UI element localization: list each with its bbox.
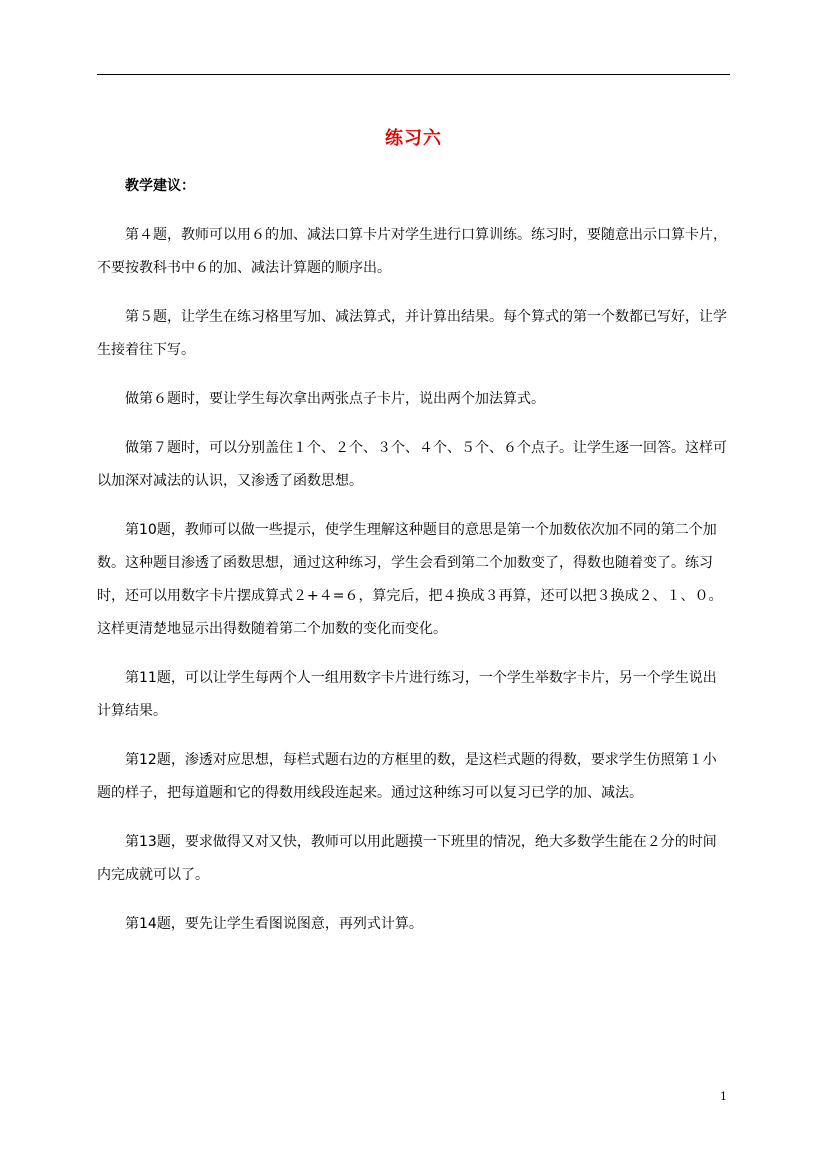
paragraph-exercise-5: 第５题，让学生在练习格里写加、减法算式，并计算出结果。每个算式的第一个数都已写好，让学生接着往下写。 (97, 309, 727, 358)
header-rule (97, 74, 730, 75)
paragraph-exercise-14: 第14题，要先让学生看图说图意，再列式计算。 (125, 916, 423, 932)
section-heading: 教学建议： (125, 178, 195, 194)
paragraph-exercise-12: 第12题，渗透对应思想，每栏式题右边的方框里的数，是这栏式题的得数，要求学生仿照第１小题的样子，把每道题和它的得数用线段连起来。通过这种练习可以复习已学的加、减法。 (97, 752, 717, 801)
document-body (97, 170, 730, 957)
paragraph-exercise-10: 第10题，教师可以做一些提示，使学生理解这种题目的意思是第一个加数依次加不同的第二个加数。这种题目渗透了函数思想，通过这种练习，学生会看到第二个加数变了，得数也随着变了。练习时，还可以用数字卡片摆成算式２+４=６，算完后，把４换成３再算，还可以把３换成２、１、０。这样更清楚地显示出得数随着第二个加数的变化而变化。 (97, 522, 723, 637)
paragraph-exercise-4: 第４题，教师可以用６的加、减法口算卡片对学生进行口算训练。练习时，要随意出示口算卡片，不要按教科书中６的加、减法计算题的顺序出。 (97, 227, 727, 276)
paragraph-exercise-7: 做第７题时，可以分别盖住１个、２个、３个、４个、５个、６个点子。让学生逐一回答。这样可以加深对减法的认识，又渗透了函数思想。 (97, 440, 727, 489)
page-title: 练习六 (385, 128, 442, 149)
page-number: 1 (720, 1090, 727, 1103)
paragraph-exercise-6: 做第６题时，要让学生每次拿出两张点子卡片，说出两个加法算式。 (125, 391, 545, 407)
paragraph-exercise-11: 第11题，可以让学生每两个人一组用数字卡片进行练习，一个学生举数字卡片，另一个学生说出计算结果。 (97, 670, 717, 719)
paragraph-exercise-13: 第13题，要求做得又对又快，教师可以用此题摸一下班里的情况，绝大多数学生能在２分的时间内完成就可以了。 (97, 834, 717, 883)
